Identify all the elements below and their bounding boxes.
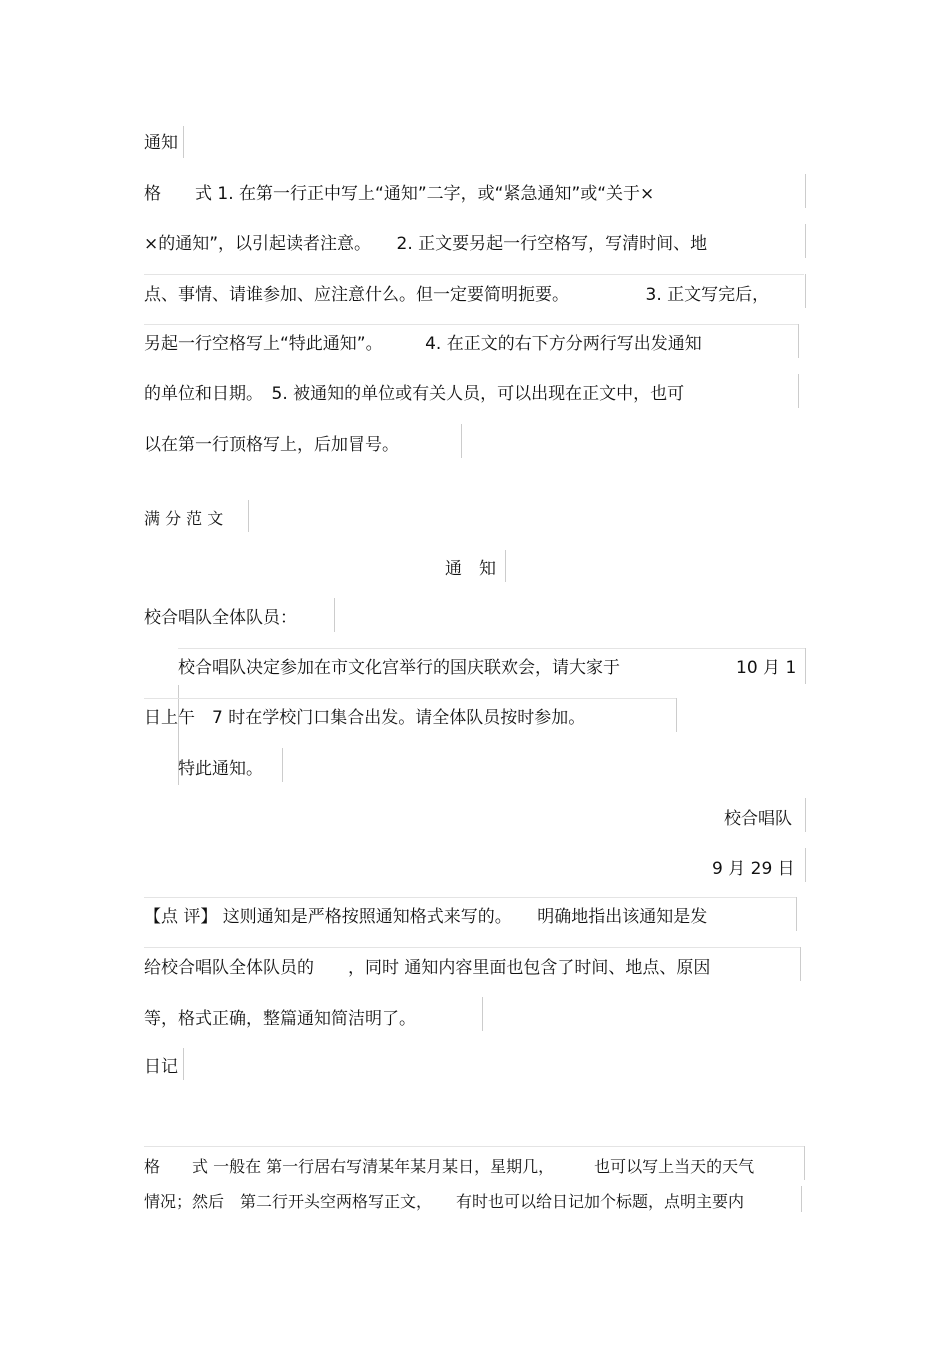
- divider: [505, 550, 506, 582]
- sample-signature: 校合唱队: [724, 809, 792, 829]
- sample-closing: 特此通知。: [178, 759, 263, 779]
- divider: [805, 174, 806, 208]
- divider: [798, 324, 799, 358]
- diary-format-line-2: 情况；然后 第二行开头空两格写正文， 有时也可以给日记加个标题，点明主要内: [144, 1192, 745, 1211]
- sample-body-date: 10 月 1: [736, 658, 797, 678]
- divider: [183, 126, 184, 158]
- divider: [798, 374, 799, 408]
- divider: [144, 698, 676, 699]
- format-line-1: 格 式 1. 在第一行正中写上“通知”二字，或“紧急通知”或“关于×: [144, 184, 655, 204]
- diary-format-line-1: 格 式 一般在 第一行居右写清某年某月某日，星期几， 也可以写上当天的天气: [144, 1157, 755, 1176]
- format-line-4: 另起一行空格写上“特此通知”。 4. 在正文的右下方分两行写出发通知: [144, 334, 702, 354]
- divider: [461, 424, 462, 458]
- sample-title: 通 知: [445, 559, 496, 579]
- format-line-3: 点、事情、请谁参加、应注意什么。但一定要简明扼要。 3. 正文写完后，: [144, 285, 770, 305]
- divider: [796, 897, 797, 931]
- divider: [676, 698, 677, 732]
- divider: [805, 848, 806, 882]
- divider: [144, 1146, 804, 1147]
- format-line-2: ×的通知”，以引起读者注意。 2. 正文要另起一行空格写，写清时间、地: [144, 234, 708, 254]
- divider: [334, 598, 335, 632]
- sample-date: 9 月 29 日: [712, 859, 795, 879]
- format-line-5: 的单位和日期。 5. 被通知的单位或有关人员，可以出现在正文中，也可: [144, 384, 685, 404]
- sample-body-line-2: 日上午 7 时在学校门口集合出发。请全体队员按时参加。: [144, 708, 586, 728]
- sample-body-line-1: 校合唱队决定参加在市文化宫举行的国庆联欢会，请大家于: [178, 658, 620, 678]
- divider: [805, 274, 806, 308]
- divider: [144, 274, 804, 275]
- divider: [144, 897, 796, 898]
- divider: [805, 798, 806, 832]
- sample-salutation: 校合唱队全体队员：: [144, 608, 297, 628]
- divider: [282, 748, 283, 782]
- comment-line-1: 【点 评】 这则通知是严格按照通知格式来写的。 明确地指出该通知是发: [144, 907, 708, 927]
- divider: [144, 324, 798, 325]
- divider: [804, 1146, 805, 1180]
- divider: [801, 1186, 802, 1212]
- divider: [482, 997, 483, 1031]
- format-line-6: 以在第一行顶格写上，后加冒号。: [144, 435, 399, 455]
- divider: [144, 947, 800, 948]
- divider: [800, 947, 801, 981]
- divider: [805, 648, 806, 684]
- divider: [248, 500, 249, 532]
- diary-heading: 日记: [144, 1057, 178, 1077]
- notice-heading: 通知: [144, 133, 178, 153]
- divider: [183, 1048, 184, 1080]
- divider: [178, 648, 805, 649]
- sample-heading: 满 分 范 文: [144, 509, 224, 528]
- comment-line-3: 等，格式正确，整篇通知简洁明了。: [144, 1009, 416, 1029]
- comment-line-2: 给校合唱队全体队员的 ，同时 通知内容里面也包含了时间、地点、原因: [144, 958, 711, 978]
- divider: [805, 224, 806, 258]
